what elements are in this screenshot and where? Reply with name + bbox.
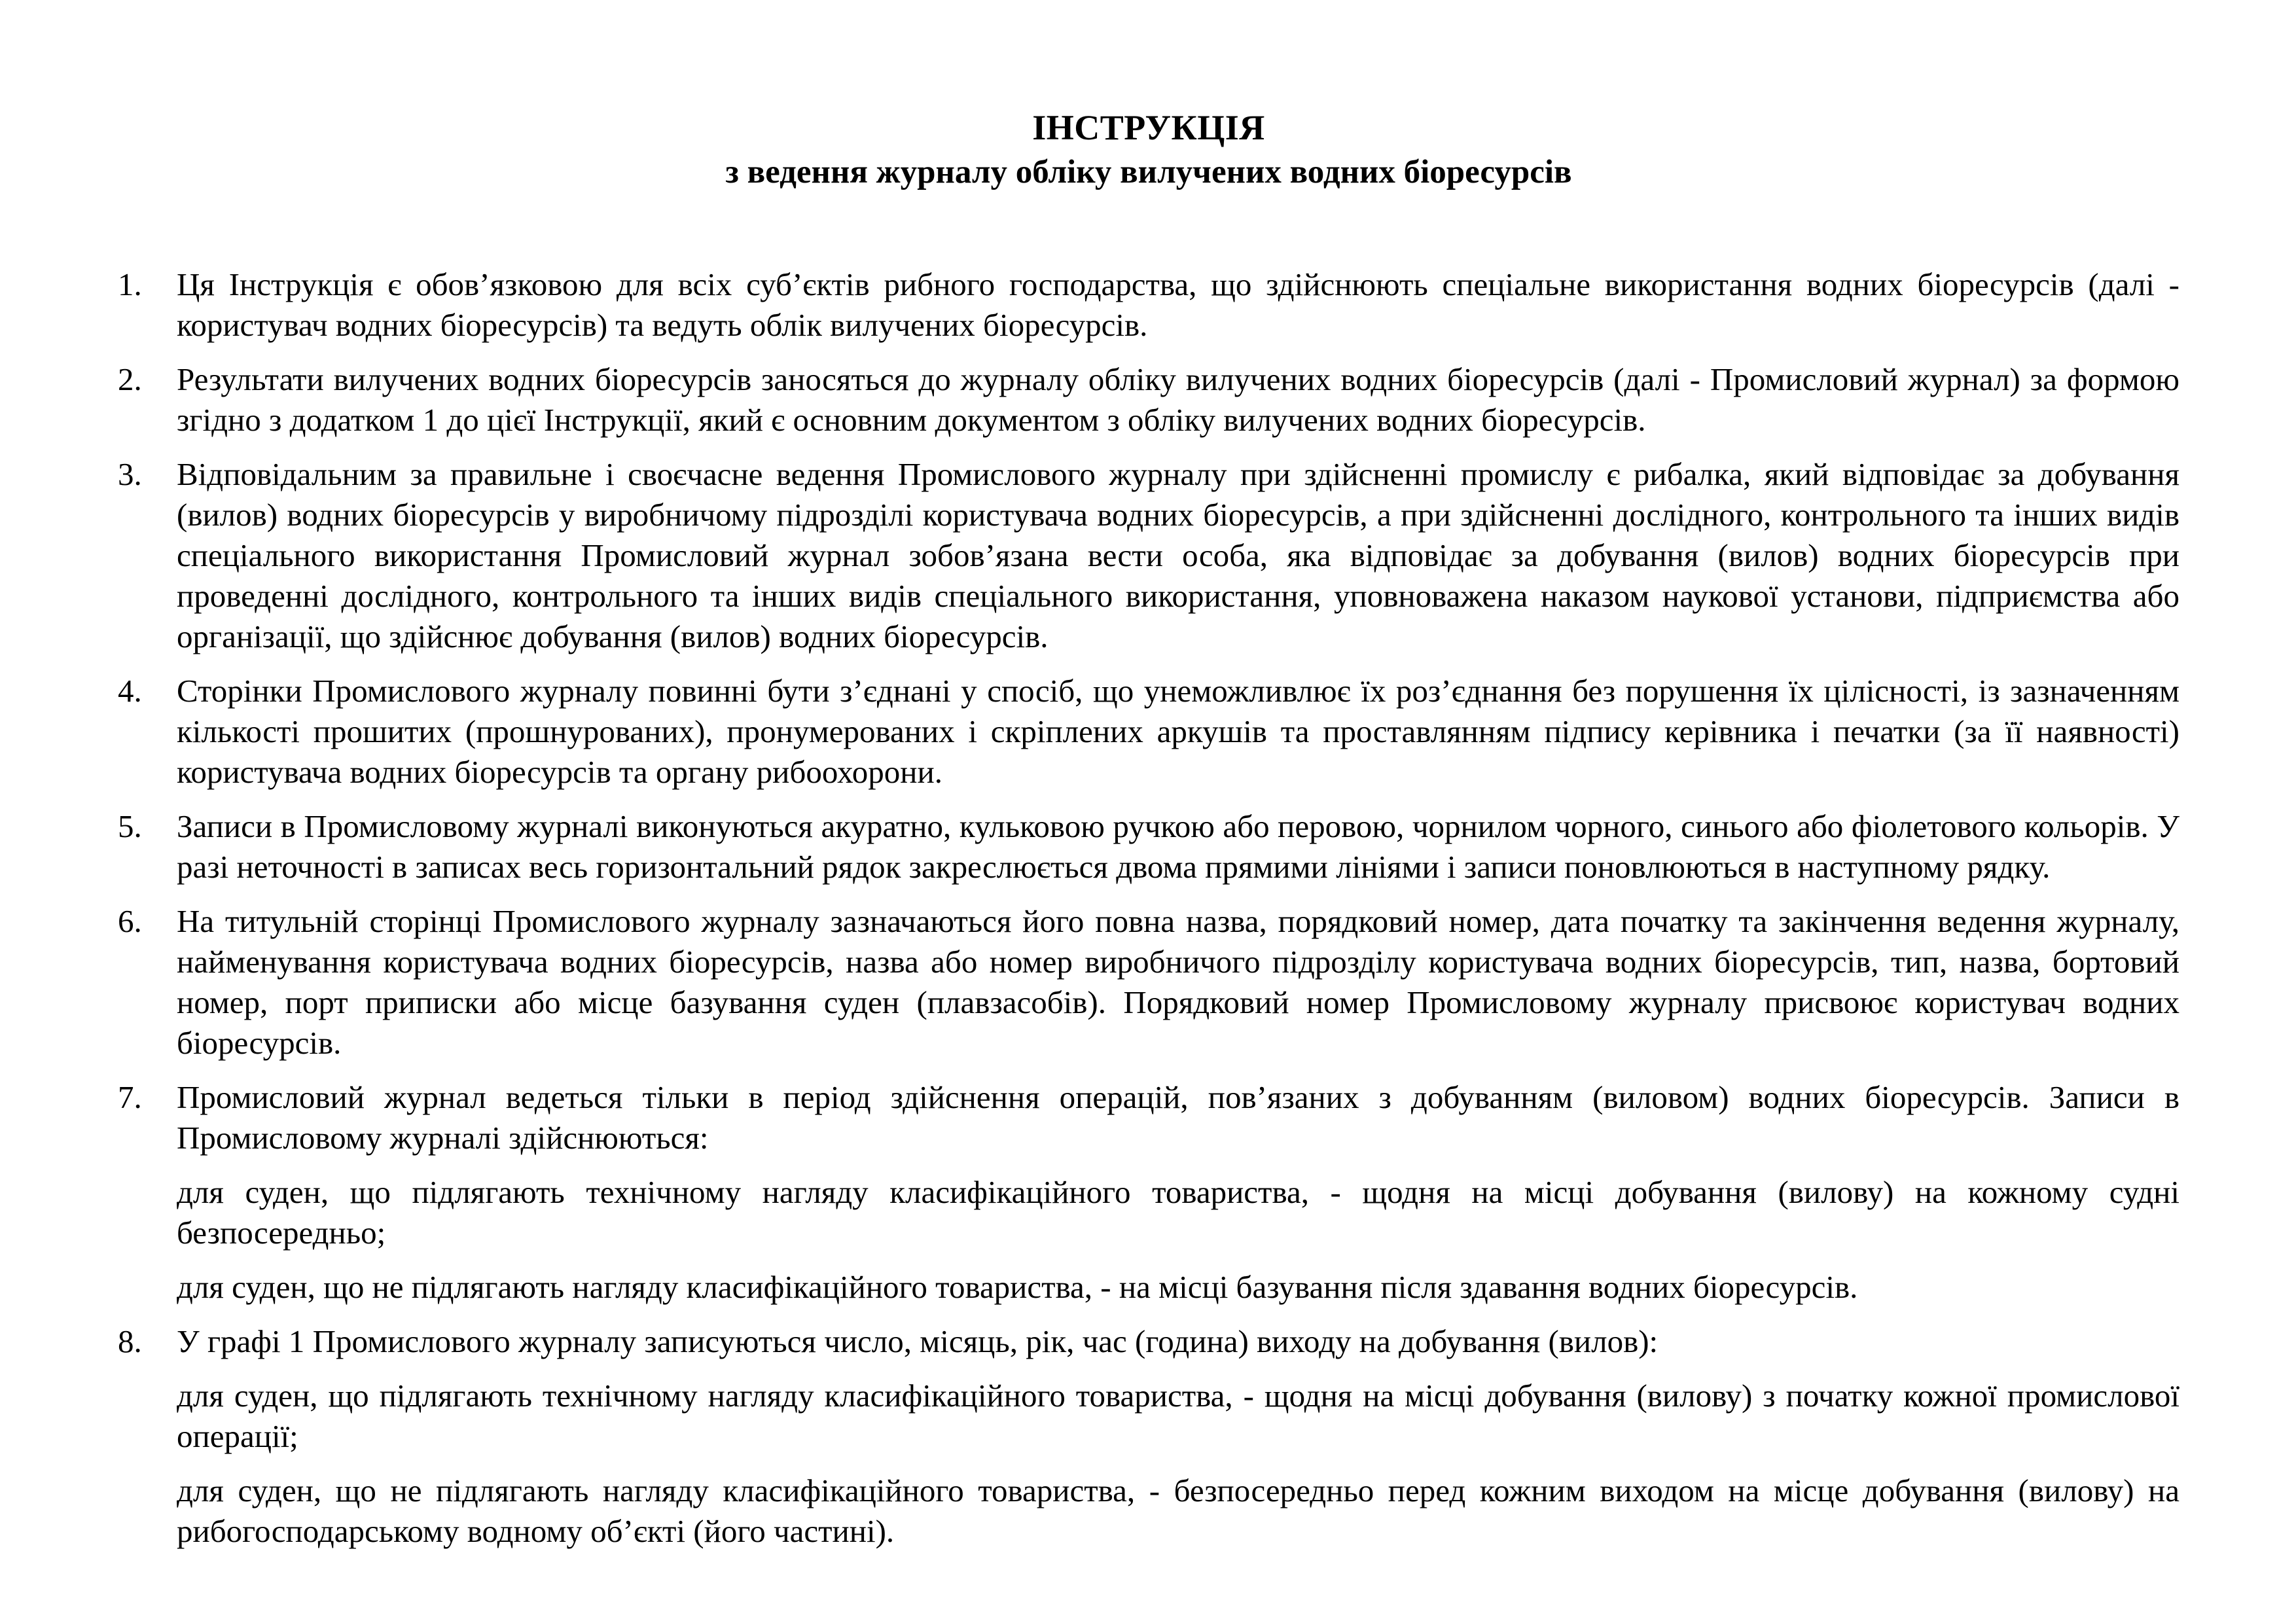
item-body [177, 264, 2179, 346]
item-body [177, 1321, 2179, 1552]
item-body [177, 454, 2179, 657]
item-number: 2. [118, 361, 142, 397]
item-subparagraph: для суден, що не підлягають нагляду класифікаційного товариства, - безпосередньо перед кожним виходом на місце добування (вилову) на рибогосподарському водному об’єкті (його частині). [177, 1472, 2179, 1549]
item-paragraph: У графі 1 Промислового журналу записуються число, місяць, рік, час (година) виходу на добування (вилов): [177, 1323, 1659, 1359]
document-header [118, 105, 2179, 194]
item-number: 8. [118, 1323, 142, 1359]
item-number: 1. [118, 266, 142, 302]
item-paragraph: На титульній сторінці Промислового журналу зазначаються його повна назва, порядковий номер, дата початку та закінчення ведення журналу, найменування користувача водних біоресурсів, назва або номер виробничого підрозділу користувача водних біоресурсів, тип, назва, бортовий номер, порт приписки або місце базування суден (плавзасобів). Порядковий номер Промисловому журналу присвоює користувач водних біоресурсів. [177, 903, 2179, 1061]
list-item-2 [118, 359, 2179, 440]
item-paragraph: Відповідальним за правильне і своєчасне ведення Промислового журналу при здійсненні промислу є рибалка, який відповідає за добування (вилов) водних біоресурсів у виробничому підрозділі користувача водних біоресурсів, а при здійсненні дослідного, контрольного та інших видів спеціального використання Промисловий журнал зобов’язана вести особа, яка відповідає за добування (вилов) водних біоресурсів при проведенні дослідного, контрольного та інших видів спеціального використання, уповноважена наказом наукової установи, підприємства або організації, що здійснює добування (вилов) водних біоресурсів. [177, 456, 2179, 654]
list-item-3 [118, 454, 2179, 657]
item-paragraph: Записи в Промисловому журналі виконуються акуратно, кульковою ручкою або перовою, чорнилом чорного, синього або фіолетового кольорів. У разі неточності в записах весь горизонтальний рядок закреслюється двома прямими лініями і записи поновлюються в наступному рядку. [177, 808, 2179, 885]
list-item-4 [118, 671, 2179, 793]
doc-title: ІНСТРУКЦІЯ [1032, 108, 1265, 147]
item-body [177, 806, 2179, 887]
list-item-8 [118, 1321, 2179, 1552]
list-item-5 [118, 806, 2179, 887]
item-paragraph: Результати вилучених водних біоресурсів заносяться до журналу обліку вилучених водних біоресурсів (далі - Промисловий журнал) за формою згідно з додатком 1 до цієї Інструкції, який є основним документом з обліку вилучених водних біоресурсів. [177, 361, 2179, 438]
item-subparagraph: для суден, що підлягають технічному нагляду класифікаційного товариства, - щодня на місці добування (вилову) з початку кожної промислової операції; [177, 1378, 2179, 1454]
item-number: 7. [118, 1079, 142, 1115]
item-subparagraph: для суден, що не підлягають нагляду класифікаційного товариства, - на місці базування після здавання водних біоресурсів. [177, 1269, 1858, 1305]
list-item-1 [118, 264, 2179, 346]
item-body [177, 1077, 2179, 1308]
item-body [177, 359, 2179, 440]
item-body [177, 901, 2179, 1063]
list-item-7 [118, 1077, 2179, 1308]
list-item-6 [118, 901, 2179, 1063]
item-subparagraph: для суден, що підлягають технічному нагляду класифікаційного товариства, - щодня на місці добування (вилову) на кожному судні безпосередньо; [177, 1174, 2179, 1251]
item-number: 4. [118, 673, 142, 709]
item-number: 3. [118, 456, 142, 492]
doc-subtitle: з ведення журналу обліку вилучених водних біоресурсів [725, 154, 1572, 190]
item-paragraph: Ця Інструкція є обов’язковою для всіх суб’єктів рибного господарства, що здійснюють спеціальне використання водних біоресурсів (далі - користувач водних біоресурсів) та ведуть облік вилучених біоресурсів. [177, 266, 2179, 343]
instruction-list [118, 264, 2179, 1552]
item-number: 5. [118, 808, 142, 844]
item-paragraph: Сторінки Промислового журналу повинні бути з’єднані у спосіб, що унеможливлює їх роз’єднання без порушення їх цілісності, із зазначенням кількості прошитих (прошнурованих), пронумерованих і скріплених аркушів та проставлянням підпису керівника і печатки (за її наявності) користувача водних біоресурсів та органу рибоохорони. [177, 673, 2179, 790]
item-body [177, 671, 2179, 793]
item-paragraph: Промисловий журнал ведеться тільки в період здійснення операцій, пов’язаних з добуванням (виловом) водних біоресурсів. Записи в Промисловому журналі здійснюються: [177, 1079, 2179, 1156]
item-number: 6. [118, 903, 142, 939]
